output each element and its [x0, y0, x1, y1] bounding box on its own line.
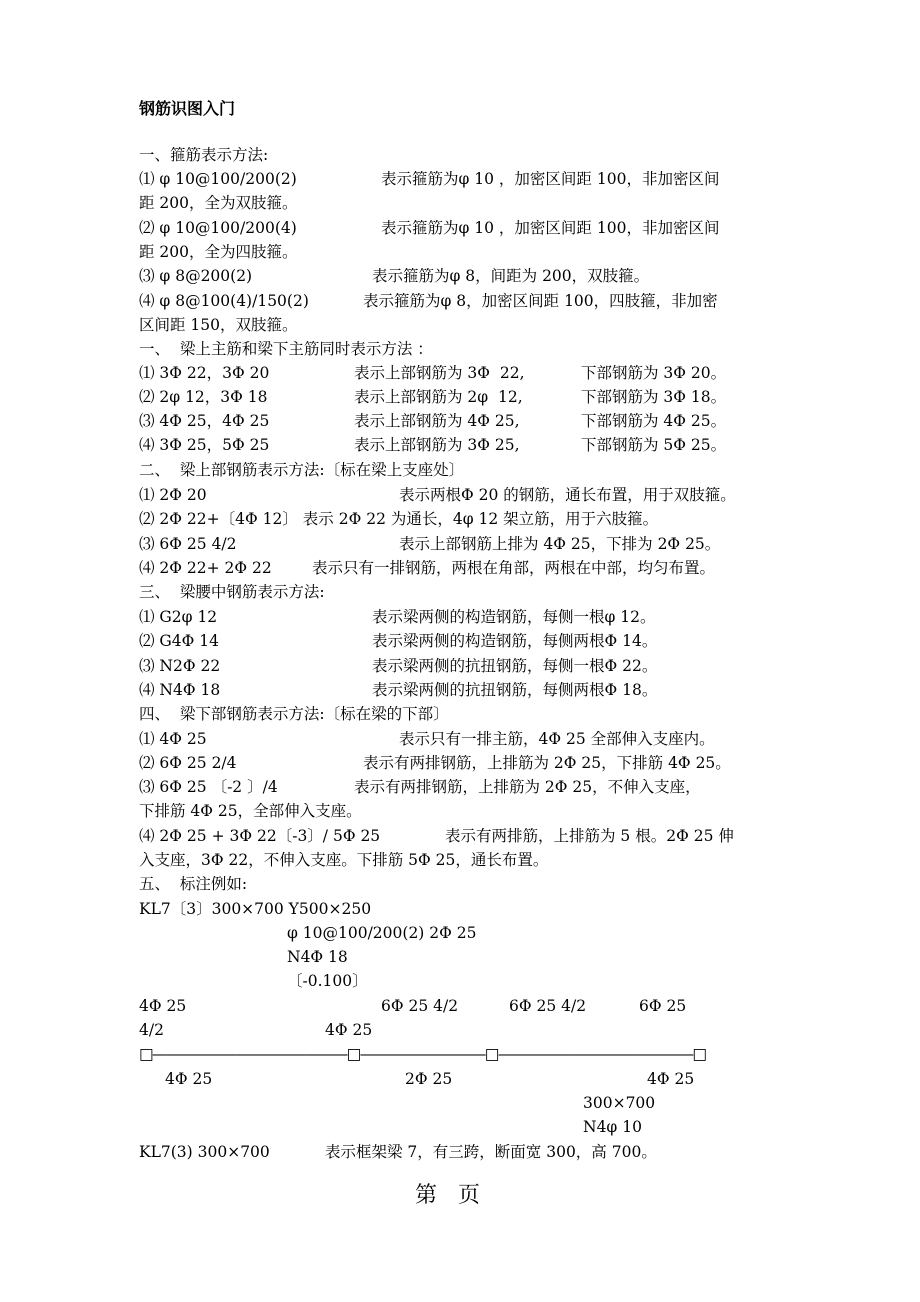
- stirrup-cont-1: 距 200，全为双肢箍。: [139, 194, 298, 212]
- top-bar-code-1: ⑴ 2Φ 20: [139, 486, 207, 504]
- example-top-right: 6Φ 25: [639, 997, 687, 1015]
- example-frac-mid: 4Φ 25: [325, 1021, 373, 1039]
- example-beam-line: □——————————————□—————————□——————————————□: [139, 1045, 706, 1063]
- section-heading-stirrup: 一、箍筋表示方法:: [139, 146, 269, 164]
- top-bar-code-3: ⑶ 6Φ 25 4/2: [139, 535, 237, 553]
- main-bar-bottom-2: 下部钢筋为 3Φ 18。: [581, 388, 727, 406]
- top-bar-line-2: ⑵ 2Φ 22+〔4Φ 12〕 表示 2Φ 22 为通长，4φ 12 架立筋，用于六肢箍。: [139, 510, 659, 528]
- main-bar-code-2: ⑵ 2φ 12，3Φ 18: [139, 388, 268, 406]
- main-bar-bottom-1: 下部钢筋为 3Φ 20。: [581, 364, 727, 382]
- main-bar-bottom-4: 下部钢筋为 5Φ 25。: [581, 436, 727, 454]
- bottom-bar-code-4: ⑷ 2Φ 25 + 3Φ 22〔-3〕/ 5Φ 25: [139, 827, 381, 845]
- example-span-size: 300×700: [583, 1094, 656, 1112]
- section-heading-main-bars: 一、 梁上主筋和梁下主筋同时表示方法 ：: [139, 340, 433, 358]
- section-heading-side-bars: 三、 梁腰中钢筋表示方法:: [139, 583, 325, 601]
- example-bottom-right: 4Φ 25: [647, 1070, 695, 1088]
- stirrup-desc-3: 表示箍筋为φ 8，间距为 200，双肢箍。: [372, 267, 650, 285]
- stirrup-code-1: ⑴ φ 10@100/200(2): [139, 170, 297, 188]
- main-bar-code-1: ⑴ 3Φ 22，3Φ 20: [139, 364, 270, 382]
- stirrup-code-4: ⑷ φ 8@100(4)/150(2): [139, 292, 309, 310]
- footer-page-label-right: 页: [458, 1183, 481, 1208]
- page-title: 钢筋识图入门: [139, 99, 236, 118]
- bottom-bar-code-1: ⑴ 4Φ 25: [139, 730, 207, 748]
- side-bar-desc-3: 表示梁两侧的抗扭钢筋，每侧一根Φ 22。: [372, 657, 658, 675]
- side-bar-desc-4: 表示梁两侧的抗扭钢筋，每侧两根Φ 18。: [372, 681, 658, 699]
- bottom-bar-desc-4: 表示有两排筋，上排筋为 5 根。2Φ 25 伸: [445, 827, 734, 845]
- example-bottom-mid: 2Φ 25: [405, 1070, 453, 1088]
- main-bar-top-4: 表示上部钢筋为 3Φ 25,: [354, 436, 520, 454]
- example-span-torsion: N4φ 10: [583, 1118, 642, 1136]
- example-explain-code: KL7(3) 300×700: [139, 1143, 270, 1161]
- stirrup-desc-2: 表示箍筋为φ 10 ，加密区间距 100，非加密区间: [381, 219, 720, 237]
- top-bar-desc-1: 表示两根Φ 20 的钢筋，通长布置，用于双肢箍。: [399, 486, 736, 504]
- bottom-bar-code-3: ⑶ 6Φ 25 〔-2 〕/4: [139, 778, 278, 796]
- side-bar-code-3: ⑶ N2Φ 22: [139, 657, 221, 675]
- top-bar-desc-4: 表示只有一排钢筋，两根在角部，两根在中部，均匀布置。: [312, 559, 716, 577]
- side-bar-code-1: ⑴ G2φ 12: [139, 608, 218, 626]
- side-bar-code-2: ⑵ G4Φ 14: [139, 632, 220, 650]
- main-bar-bottom-3: 下部钢筋为 4Φ 25。: [581, 412, 727, 430]
- example-frac-left: 4/2: [139, 1021, 164, 1039]
- main-bar-code-3: ⑶ 4Φ 25，4Φ 25: [139, 412, 270, 430]
- stirrup-cont-2: 距 200，全为四肢箍。: [139, 243, 298, 261]
- section-heading-bottom-bars: 四、 梁下部钢筋表示方法:〔标在梁的下部〕: [139, 705, 449, 723]
- example-top-left: 4Φ 25: [139, 997, 187, 1015]
- side-bar-code-4: ⑷ N4Φ 18: [139, 681, 221, 699]
- example-stirrup: φ 10@100/200(2) 2Φ 25: [287, 924, 477, 942]
- stirrup-desc-1: 表示箍筋为φ 10 ，加密区间距 100，非加密区间: [381, 170, 720, 188]
- example-torsion: N4Φ 18: [287, 948, 348, 966]
- top-bar-desc-3: 表示上部钢筋上排为 4Φ 25，下排为 2Φ 25。: [399, 535, 721, 553]
- bottom-bar-desc-3: 表示有两排钢筋，上排筋为 2Φ 25，不伸入支座，: [354, 778, 701, 796]
- example-explain-desc: 表示框架梁 7，有三跨，断面宽 300，高 700。: [325, 1143, 657, 1161]
- bottom-bar-desc-1: 表示只有一排主筋，4Φ 25 全部伸入支座内。: [399, 730, 715, 748]
- bottom-bar-cont-3: 下排筋 4Φ 25，全部伸入支座。: [139, 802, 362, 820]
- main-bar-top-2: 表示上部钢筋为 2φ 12,: [354, 388, 523, 406]
- example-top-mid-1: 6Φ 25 4/2: [381, 997, 459, 1015]
- top-bar-code-4: ⑷ 2Φ 22+ 2Φ 22: [139, 559, 272, 577]
- section-heading-top-bars: 二、 梁上部钢筋表示方法:〔标在梁上支座处〕: [139, 461, 465, 479]
- bottom-bar-cont-4: 入支座，3Φ 22，不伸入支座。下排筋 5Φ 25，通长布置。: [139, 851, 549, 869]
- bottom-bar-desc-2: 表示有两排钢筋，上排筋为 2Φ 25，下排筋 4Φ 25。: [363, 754, 731, 772]
- side-bar-desc-2: 表示梁两侧的构造钢筋，每侧两根Φ 14。: [372, 632, 658, 650]
- stirrup-code-3: ⑶ φ 8@200(2): [139, 267, 253, 285]
- main-bar-top-1: 表示上部钢筋为 3Φ 22,: [354, 364, 525, 382]
- stirrup-cont-4: 区间距 150，双肢箍。: [139, 316, 298, 334]
- example-top-mid-2: 6Φ 25 4/2: [509, 997, 587, 1015]
- example-elevation: 〔-0.100〕: [287, 972, 368, 990]
- main-bar-top-3: 表示上部钢筋为 4Φ 25,: [354, 412, 520, 430]
- side-bar-desc-1: 表示梁两侧的构造钢筋，每侧一根φ 12。: [372, 608, 656, 626]
- main-bar-code-4: ⑷ 3Φ 25，5Φ 25: [139, 436, 270, 454]
- example-bottom-left: 4Φ 25: [165, 1070, 213, 1088]
- footer-page-label-left: 第: [415, 1183, 438, 1208]
- stirrup-code-2: ⑵ φ 10@100/200(4): [139, 219, 297, 237]
- bottom-bar-code-2: ⑵ 6Φ 25 2/4: [139, 754, 237, 772]
- example-beam-label: KL7〔3〕300×700 Y500×250: [139, 900, 372, 918]
- section-heading-example: 五、 标注例如:: [139, 875, 248, 893]
- stirrup-desc-4: 表示箍筋为φ 8，加密区间距 100，四肢箍，非加密: [363, 292, 718, 310]
